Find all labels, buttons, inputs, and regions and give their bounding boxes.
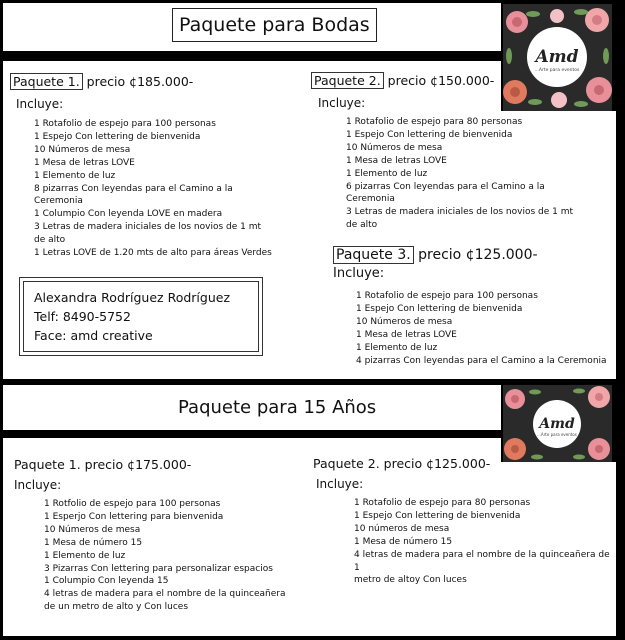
- list-item: 10 números de mesa: [354, 523, 450, 534]
- quince-p2-item-list: [354, 497, 616, 587]
- quince-p1-includes: Incluye:: [14, 478, 62, 492]
- bodas-p1-price: precio ¢185.000-: [86, 74, 194, 89]
- quince-p1-price: precio ¢175.000-: [84, 457, 192, 472]
- list-item: 10 Números de mesa: [346, 142, 443, 153]
- list-item: 1 Rotafolio de espejo para 100 personas: [34, 119, 216, 129]
- list-item: 1 Esperjo Con lettering para bienvenida: [44, 511, 224, 522]
- list-item: 10 Números de mesa: [34, 144, 131, 155]
- list-item: 1 Elemento de luz: [34, 170, 116, 181]
- contact-card-inner: [23, 281, 259, 352]
- quince-p1-heading: [14, 457, 191, 472]
- list-item: 1 Espejo Con lettering de bienvenida: [354, 510, 521, 521]
- list-item: 3 Pizarras Con lettering para personalizar espacios: [44, 563, 273, 574]
- logo-brand-text: Amd: [535, 47, 579, 67]
- bodas-p1-item-list: [34, 118, 304, 260]
- list-item: 1 Espejo Con lettering de bienvenida: [34, 131, 201, 142]
- list-item: 1 Letras LOVE de 1.20 mts de alto para áreas Verdes: [34, 248, 272, 259]
- bodas-p1-heading: [10, 74, 193, 89]
- list-item: 1 Elemento de luz: [346, 168, 428, 179]
- quince-p2-includes: Incluye:: [316, 477, 364, 491]
- quince-p1-label: Paquete 1.: [14, 457, 81, 472]
- logo-brand-text: Amd: [539, 416, 575, 432]
- quince-p1-item-list: [44, 498, 314, 614]
- bodas-p1-label: Paquete 1.: [10, 73, 83, 90]
- bodas-logo: [503, 4, 612, 111]
- contact-phone: Telf: 8490-5752: [34, 309, 131, 324]
- list-item: 1 Rotafolio de espejo para 80 personas: [346, 117, 523, 127]
- list-item: 4 pizarras Con leyendas para el Camino a la Ceremonia: [356, 355, 607, 366]
- bodas-p2-heading: [311, 73, 494, 88]
- list-item: 1 Columpio Con leyenda LOVE en madera: [34, 209, 223, 220]
- list-item: 1 Mesa de letras LOVE: [356, 329, 457, 340]
- logo-tagline-text: ...Arte para eventos: [534, 68, 580, 73]
- list-item: 1 Espejo Con lettering de bienvenida: [346, 129, 513, 140]
- bodas-p3-label: Paquete 3.: [333, 246, 414, 264]
- list-item: 1 Rotafolio de espejo para 100 personas: [356, 291, 538, 301]
- list-item: 3 Letras de madera iniciales de los novios de 1 mt de alto: [346, 207, 574, 231]
- bodas-p3-includes: Incluye:: [333, 266, 385, 281]
- quince-title: Paquete para 15 Años: [178, 397, 377, 418]
- list-item: 6 pizarras Con leyendas para el Camino a la Ceremonia: [346, 181, 545, 205]
- bodas-p1-includes: Incluye:: [16, 97, 64, 111]
- list-item: 1 Elemento de luz: [44, 550, 126, 561]
- list-item: 1 Elemento de luz: [356, 342, 438, 353]
- list-item: 1 Espejo Con lettering de bienvenida: [356, 303, 523, 314]
- bodas-p3-heading: [333, 247, 538, 263]
- logo-tagline-text: ...Arte para eventos: [537, 432, 577, 437]
- contact-card: [19, 277, 263, 356]
- list-item: 1 Mesa de letras LOVE: [34, 157, 135, 168]
- quince-p2-price: precio ¢125.000-: [383, 456, 491, 471]
- contact-facebook: Face: amd creative: [34, 328, 153, 343]
- bodas-p3-price: precio ¢125.000-: [418, 247, 538, 263]
- list-item: 1 Mesa de letras LOVE: [346, 155, 447, 166]
- list-item: 4 letras de madera para el nombre de la quinceañera de 1 metro de altoy Con luces: [354, 549, 610, 586]
- list-item: 1 Rotfolio de espejo para 100 personas: [44, 499, 221, 509]
- bodas-p2-price: precio ¢150.000-: [387, 73, 495, 88]
- list-item: 1 Mesa de número 15: [44, 537, 143, 548]
- quince-p2-heading: [313, 456, 490, 471]
- bodas-p2-includes: Incluye:: [318, 96, 366, 110]
- list-item: 1 Columpio Con leyenda 15: [44, 576, 169, 587]
- floral-logo-icon: [503, 385, 612, 462]
- quince-logo: [503, 385, 612, 462]
- bodas-p2-label: Paquete 2.: [311, 72, 384, 89]
- contact-name: Alexandra Rodríguez Rodríguez: [34, 290, 231, 305]
- quince-p2-label: Paquete 2.: [313, 456, 380, 471]
- floral-logo-icon: [503, 4, 612, 111]
- bodas-p2-item-list: [346, 116, 606, 232]
- list-item: 1 Mesa de número 15: [354, 536, 453, 547]
- list-item: 1 Rotafolio de espejo para 80 personas: [354, 498, 531, 508]
- bodas-p3-item-list: [356, 290, 616, 367]
- list-item: 10 Números de mesa: [356, 316, 453, 327]
- list-item: 8 pizarras Con leyendas para el Camino a la Ceremonia: [34, 183, 233, 207]
- list-item: 4 letras de madera para el nombre de la quinceañera de un metro de alto y Con luces: [44, 589, 286, 613]
- bodas-title: Paquete para Bodas: [172, 8, 377, 42]
- list-item: 10 Números de mesa: [44, 524, 141, 535]
- list-item: 3 Letras de madera iniciales de los novios de 1 mt de alto: [34, 222, 262, 246]
